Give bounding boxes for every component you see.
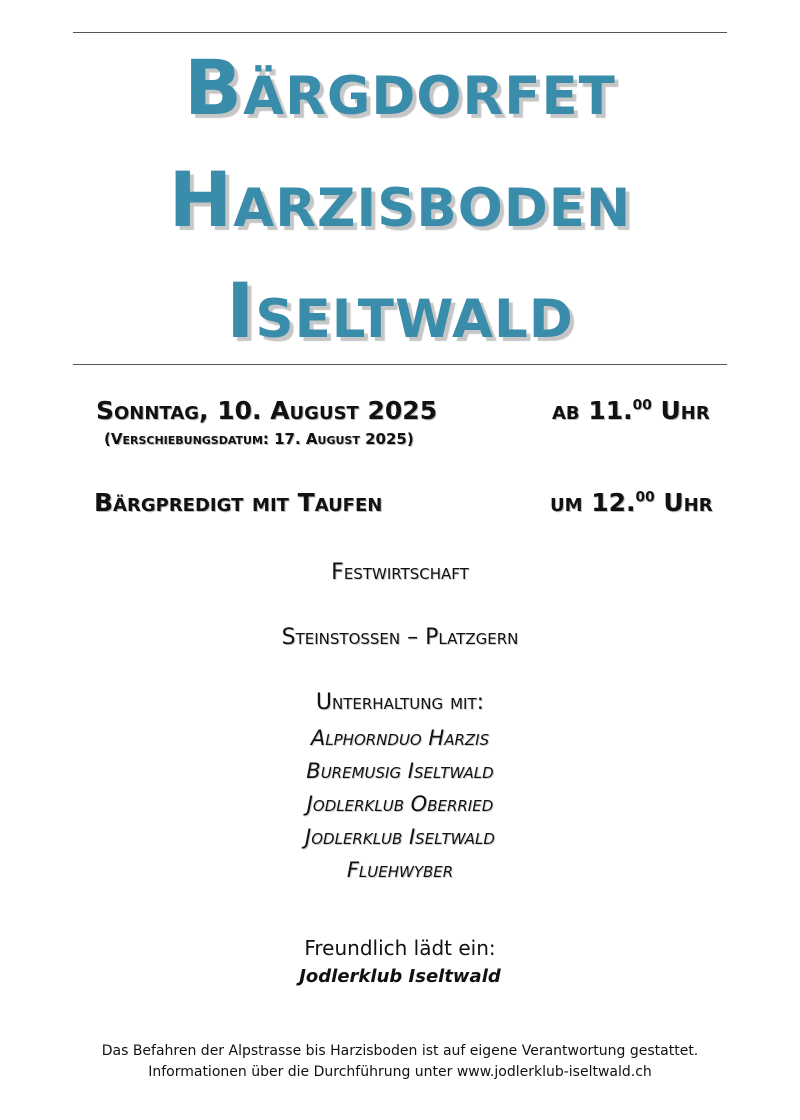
act-item: Jodlerklub Iseltwald xyxy=(305,825,495,849)
title-line-3: Iseltwald xyxy=(226,266,574,355)
event-date: Sonntag, 10. August 2025 xyxy=(96,396,438,425)
top-divider xyxy=(73,32,727,33)
title-line-1: Bärgdorfet xyxy=(184,43,616,132)
sermon-time: um 12.00 Uhr xyxy=(550,488,713,517)
act-item: Fluehwyber xyxy=(346,858,454,882)
sermon-title: Bärgpredigt mit Taufen xyxy=(94,488,383,517)
footer-note: Das Befahren der Alpstrasse bis Harzisboden ist auf eigene Verantwortung gestattet. xyxy=(101,1043,699,1059)
act-item: Jodlerklub Oberried xyxy=(306,792,494,816)
catering-label: Festwirtschaft xyxy=(331,560,469,585)
footer-info: Informationen über die Durchführung unter www.jodlerklub-iseltwald.ch xyxy=(148,1064,652,1080)
entertainment-heading: Unterhaltung mit: xyxy=(315,690,485,715)
games-label: Steinstossen – Platzgern xyxy=(281,625,519,650)
act-item: Alphornduo Harzis xyxy=(310,726,490,750)
title-line-2: Harzisboden xyxy=(168,155,632,244)
entertainment-list xyxy=(0,722,800,887)
event-start-time: ab 11.00 Uhr xyxy=(552,396,710,425)
title-divider xyxy=(73,364,727,365)
alternate-date: (Verschiebungsdatum: 17. August 2025) xyxy=(104,430,414,448)
host-name: Jodlerklub Iseltwald xyxy=(299,966,501,987)
invitation-text: Freundlich lädt ein: xyxy=(304,936,496,960)
act-item: Buremusig Iseltwald xyxy=(306,759,494,783)
